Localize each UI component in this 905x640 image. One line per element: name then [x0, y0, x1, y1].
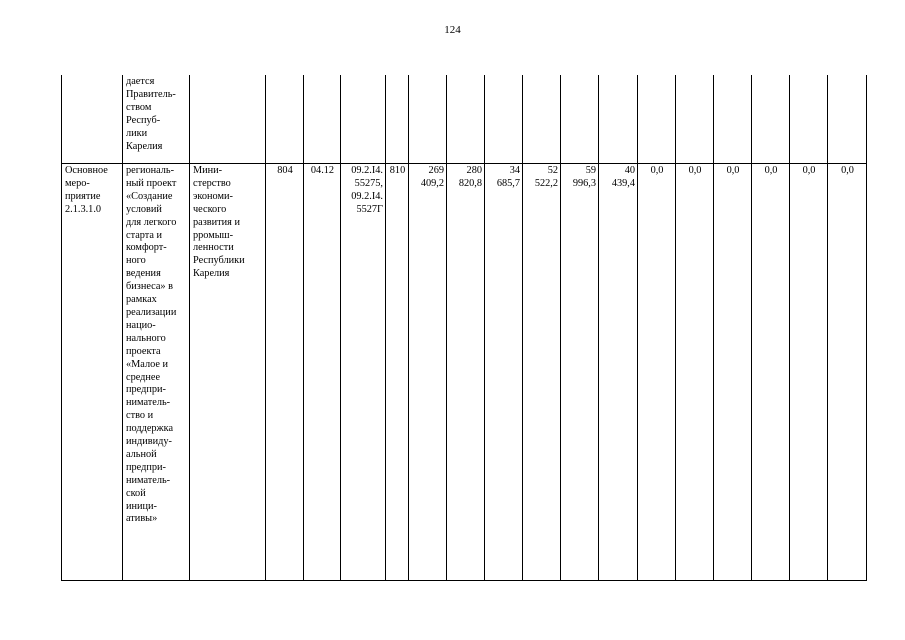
- table-row-activity: [62, 164, 867, 581]
- amount-cell: 34 685,7: [485, 164, 523, 581]
- zero-amount-cell: 0,0: [714, 164, 752, 581]
- name-cell: дается Правитель- ством Респуб- лики Карелия: [123, 75, 190, 164]
- empty-cell: [386, 75, 409, 164]
- budget-table: [61, 75, 867, 581]
- empty-cell: [828, 75, 867, 164]
- empty-cell: [790, 75, 828, 164]
- executor-cell: Мини- стерство экономи- ческого развития и pромыш- ленности Республики Карелия: [190, 164, 266, 581]
- csr-cell: 09.2.I4. 55275, 09.2.I4. 5527Г: [341, 164, 386, 581]
- empty-cell: [599, 75, 638, 164]
- zero-amount-cell: 0,0: [676, 164, 714, 581]
- empty-cell: [447, 75, 485, 164]
- amount-cell: 59 996,3: [561, 164, 599, 581]
- rzpr-cell: 04.12: [304, 164, 341, 581]
- empty-cell: [752, 75, 790, 164]
- empty-cell: [638, 75, 676, 164]
- amount-cell: 52 522,2: [523, 164, 561, 581]
- executor-cell: [190, 75, 266, 164]
- zero-amount-cell: 0,0: [752, 164, 790, 581]
- empty-cell: [485, 75, 523, 164]
- vr-cell: 810: [386, 164, 409, 581]
- empty-cell: [676, 75, 714, 164]
- status-cell: [62, 75, 123, 164]
- empty-cell: [409, 75, 447, 164]
- name-cell: региональ- ный проект «Создание условий для легкого старта и комфорт- ного ведения бизнеса» в рамках реализации нацио- нального проекта «Малое и среднее предпри- ниматель- ство и поддержка индивиду- альной предпри- ниматель- ской иници- ативы»: [123, 164, 190, 581]
- empty-cell: [561, 75, 599, 164]
- empty-cell: [266, 75, 304, 164]
- zero-amount-cell: 0,0: [828, 164, 867, 581]
- zero-amount-cell: 0,0: [790, 164, 828, 581]
- amount-cell: 280 820,8: [447, 164, 485, 581]
- amount-cell: 269 409,2: [409, 164, 447, 581]
- amount-cell: 40 439,4: [599, 164, 638, 581]
- empty-cell: [714, 75, 752, 164]
- page-number: 124: [444, 24, 461, 36]
- table-row-continuation: [62, 75, 867, 164]
- zero-amount-cell: 0,0: [638, 164, 676, 581]
- grbs-cell: 804: [266, 164, 304, 581]
- empty-cell: [304, 75, 341, 164]
- empty-cell: [341, 75, 386, 164]
- empty-cell: [523, 75, 561, 164]
- status-cell: Основное меро- приятие 2.1.3.1.0: [62, 164, 123, 581]
